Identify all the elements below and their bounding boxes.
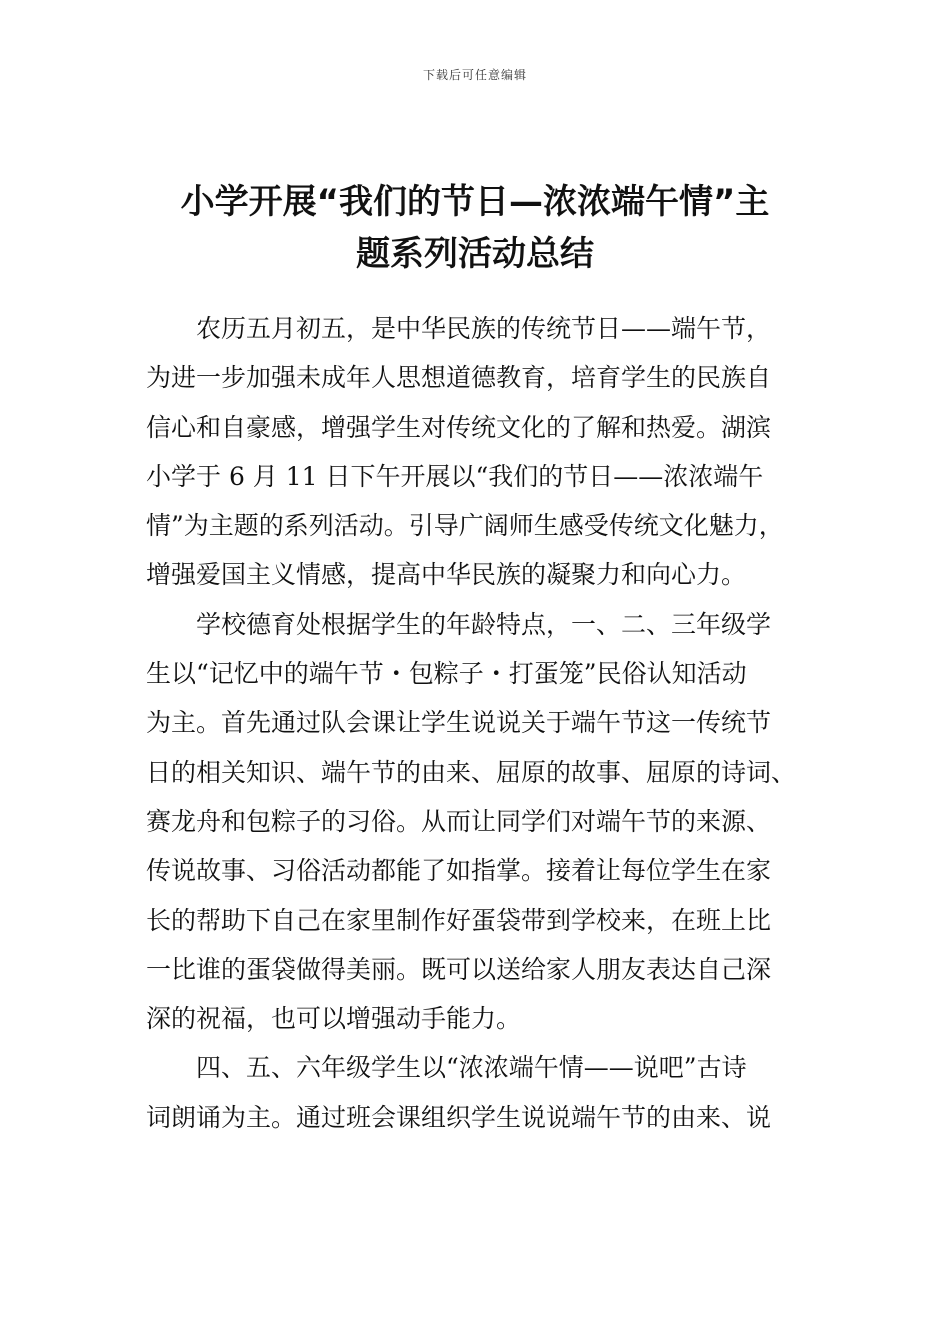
paragraph-2-line: 日的相关知识、端午节的由来、屈原的故事、屈原的诗词、 [146,757,797,787]
paragraph-2-line: 为主。首先通过队会课让学生说说关于端午节这一传统节 [146,708,772,738]
paragraph-2-line: 一比谁的蛋袋做得美丽。既可以送给家人朋友表达自己深 [146,954,772,984]
paragraph-2-line: 深的祝福，也可以增强动手能力。 [146,1004,522,1034]
paragraph-1-line: 农历五月初五，是中华民族的传统节日——端午节， [196,314,772,343]
paragraph-1-line: 增强爱国主义情感，提高中华民族的凝聚力和向心力。 [146,560,747,590]
document-title [110,176,840,280]
title-line: 小学开展“我们的节日—浓浓端午情”主 [180,182,770,222]
title-line: 题系列活动总结 [356,234,594,274]
body-text [146,304,826,1142]
paragraph-2-line: 学校德育处根据学生的年龄特点，一、二、三年级学 [196,609,772,639]
paragraph-2-line: 赛龙舟和包粽子的习俗。从而让同学们对端午节的来源、 [146,806,772,836]
paragraph-1-line: 情”为主题的系列活动。引导广阔师生感受传统文化魅力， [146,511,784,541]
header-note: 下载后可任意编辑 [422,68,527,82]
paragraph-2-line: 长的帮助下自己在家里制作好蛋袋带到学校来，在班上比 [146,905,772,935]
paragraph-3-line: 词朗诵为主。通过班会课组织学生说说端午节的由来、说 [146,1102,772,1132]
paragraph-2-line: 生以“记忆中的端午节・包粽子・打蛋笼”民俗认知活动 [146,659,747,689]
paragraph-1-line: 为进一步加强未成年人思想道德教育，培育学生的民族自 [146,363,772,393]
paragraph-1-line: 信心和自豪感，增强学生对传统文化的了解和热爱。湖滨 [146,412,772,442]
paragraph-2-line: 传说故事、习俗活动都能了如指掌。接着让每位学生在家 [146,856,772,886]
paragraph-3-line: 四、五、六年级学生以“浓浓端午情——说吧”古诗 [196,1053,747,1083]
paragraph-1-line: 小学于 6 月 11 日下午开展以“我们的节日——浓浓端午 [146,461,764,491]
